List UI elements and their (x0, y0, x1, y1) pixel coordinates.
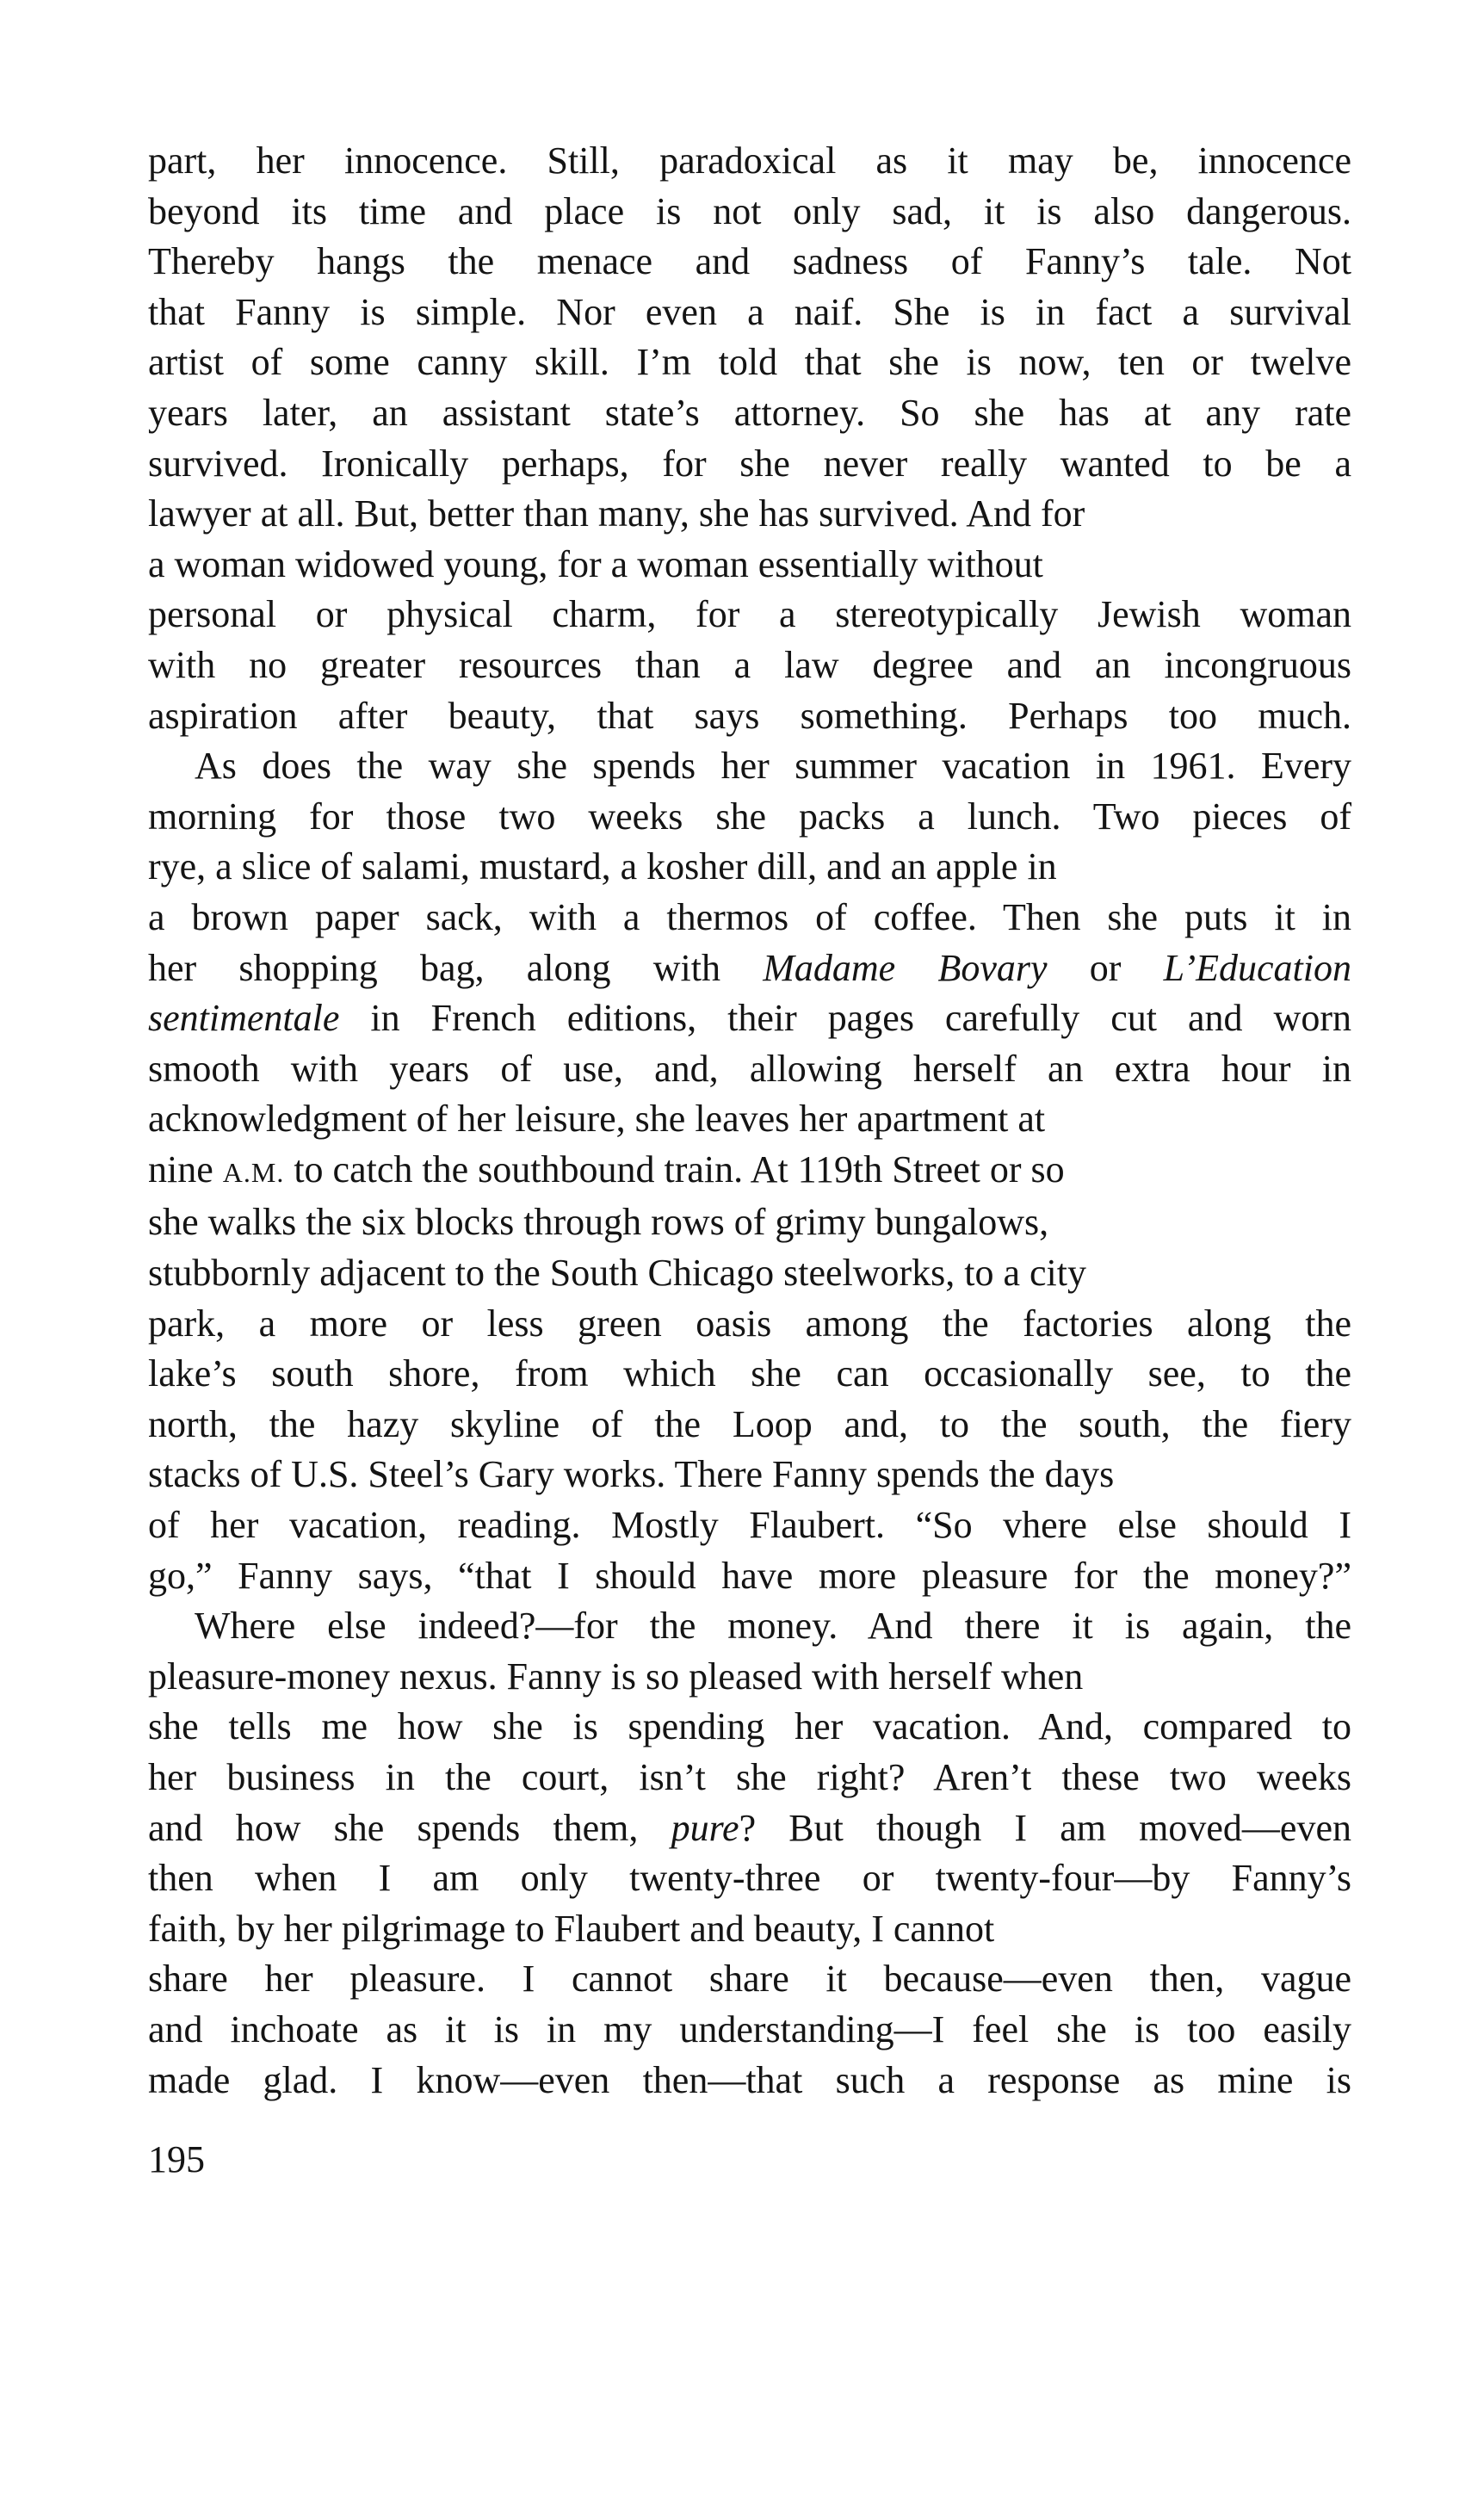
text-line: lake’s south shore, from which she can occasionally see, to the (148, 1352, 1351, 1395)
text-run: or (1047, 946, 1164, 989)
text-line: As does the way she spends her summer vacation in 1961. Every (195, 745, 1351, 788)
text-line: then when I am only twenty-three or twenty-four—by Fanny’s (148, 1857, 1351, 1900)
text-line: she walks the six blocks through rows of grimy bungalows, (148, 1201, 1049, 1244)
text-line: Where else indeed?—for the money. And there it is again, the (195, 1605, 1351, 1648)
text-line: go,” Fanny says, “that I should have more pleasure for the money?” (148, 1554, 1351, 1597)
text-line: stubbornly adjacent to the South Chicago steelworks, to a city (148, 1252, 1087, 1295)
text-line: north, the hazy skyline of the Loop and, to the south, the fiery (148, 1402, 1351, 1445)
text-run: and how she spends them, (148, 1806, 671, 1849)
text-line: share her pleasure. I cannot share it because—even then, vague (148, 1958, 1351, 2001)
text-run: to catch the southbound train. At 119th Street or so (284, 1147, 1065, 1191)
text-line: artist of some canny skill. I’m told that she is now, ten or twelve (148, 341, 1351, 384)
text-line (148, 943, 1351, 994)
text-line: morning for those two weeks she packs a lunch. Two pieces of (148, 795, 1351, 838)
paragraph (148, 136, 1351, 741)
text-line: smooth with years of use, and, allowing herself an extra hour in (148, 1047, 1351, 1090)
text-line: years later, an assistant state’s attorney. So she has at any rate (148, 391, 1351, 434)
italic-text: L’Education (1163, 946, 1352, 989)
italic-text: pure (671, 1806, 739, 1849)
text-line: park, a more or less green oasis among the factories along the (148, 1302, 1351, 1345)
text-line: her business in the court, isn’t she right? Aren’t these two weeks (148, 1756, 1351, 1798)
paragraph (148, 741, 1351, 1601)
small-caps-text: A.M. (222, 1156, 285, 1188)
italic-text: Madame Bovary (763, 946, 1048, 989)
text-line: beyond its time and place is not only sad, it is also dangerous. (148, 189, 1351, 232)
text-line: rye, a slice of salami, mustard, a kosher dill, and an apple in (148, 845, 1057, 888)
text-line: with no greater resources than a law degree and an incongruous (148, 643, 1351, 686)
text-line (148, 1803, 1351, 1854)
text-line: lawyer at all. But, better than many, she has survived. And for (148, 492, 1085, 535)
text-line: aspiration after beauty, that says something. Perhaps too much. (148, 694, 1351, 737)
text-line: acknowledgment of her leisure, she leaves her apartment at (148, 1098, 1046, 1141)
text-line: a brown paper sack, with a thermos of coffee. Then she puts it in (148, 895, 1351, 938)
text-run: her shopping bag, along with (148, 946, 764, 989)
paragraph (148, 1601, 1351, 2106)
text-line: faith, by her pilgrimage to Flaubert and beauty, I cannot (148, 1907, 995, 1950)
text-run: nine (148, 1147, 223, 1191)
text-line: stacks of U.S. Steel’s Gary works. There Fanny spends the days (148, 1453, 1115, 1496)
text-line: that Fanny is simple. Nor even a naif. She is in fact a survival (148, 290, 1351, 333)
text-line (148, 1145, 1351, 1198)
text-line: personal or physical charm, for a stereotypically Jewish woman (148, 593, 1351, 636)
text-line: she tells me how she is spending her vacation. And, compared to (148, 1705, 1351, 1748)
italic-text: sentimentale (148, 997, 340, 1040)
page-number: 195 (148, 2138, 205, 2180)
text-line: pleasure-money nexus. Fanny is so pleased with herself when (148, 1655, 1084, 1698)
body-text (148, 136, 1351, 2106)
text-line: part, her innocence. Still, paradoxical as it may be, innocence (148, 139, 1351, 182)
text-line: and inchoate as it is in my understanding—I feel she is too easily (148, 2007, 1351, 2050)
text-run: ? But though I am moved—even (739, 1806, 1351, 1849)
text-line: Thereby hangs the menace and sadness of Fanny’s tale. Not (148, 240, 1351, 283)
text-line: survived. Ironically perhaps, for she never really wanted to be a (148, 442, 1351, 485)
text-line (148, 993, 1351, 1044)
text-line: a woman widowed young, for a woman essentially without (148, 542, 1043, 585)
text-line: made glad. I know—even then—that such a response as mine is (148, 2058, 1351, 2101)
text-line: of her vacation, reading. Mostly Flaubert. “So vhere else should I (148, 1504, 1351, 1547)
text-run: in French editions, their pages carefully cut and worn (339, 997, 1351, 1040)
